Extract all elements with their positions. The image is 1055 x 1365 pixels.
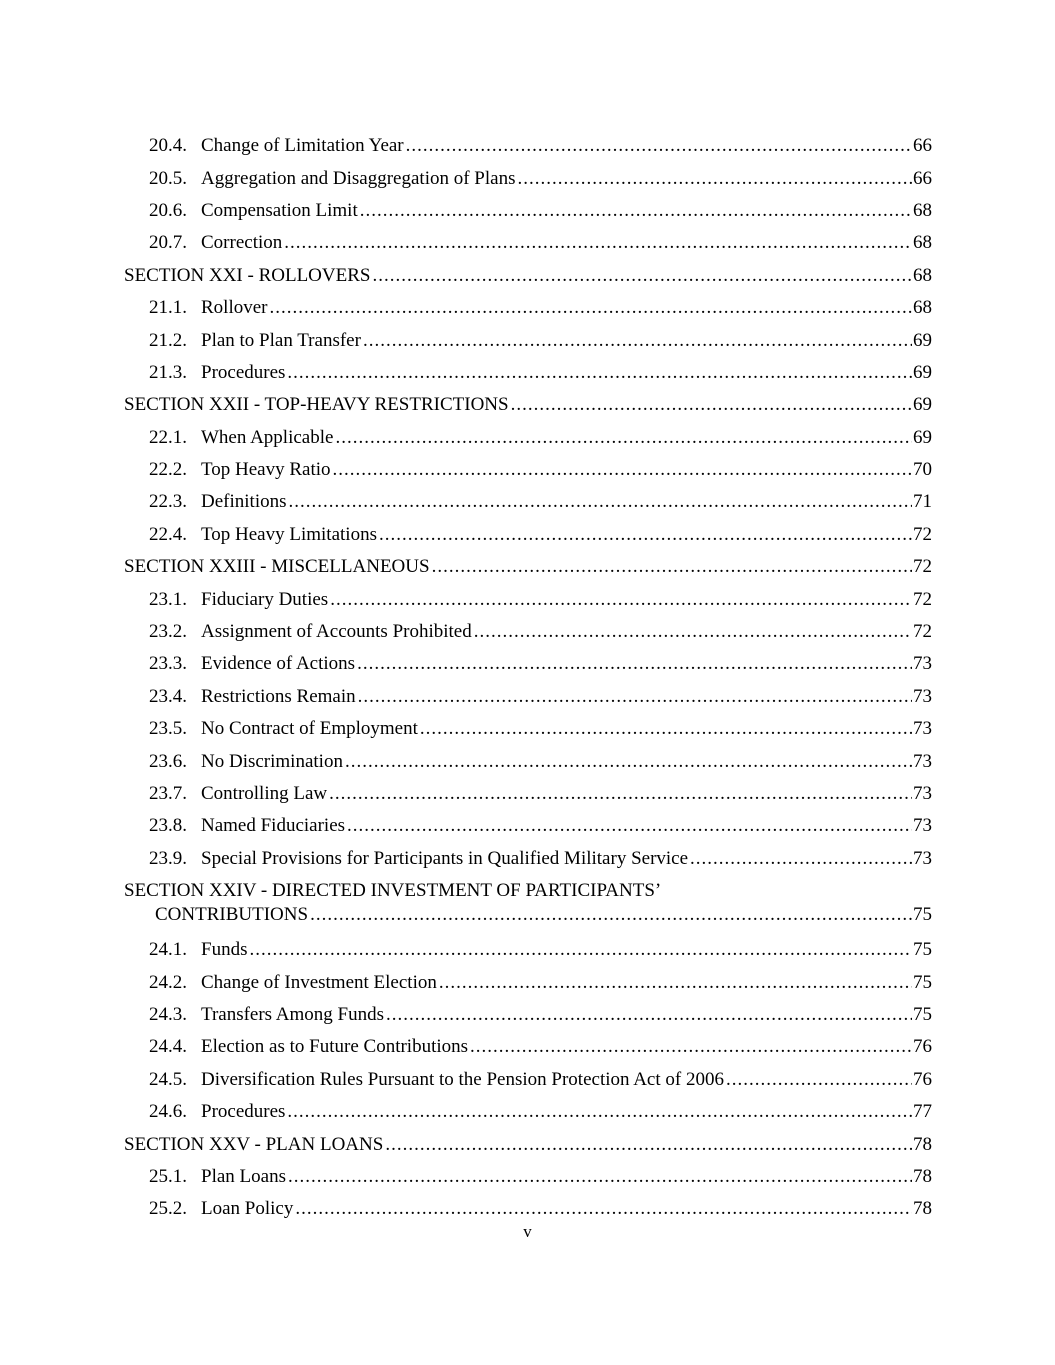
toc-subsection-number: 23.4. xyxy=(149,685,187,707)
toc-subsection-number: 23.7. xyxy=(149,783,187,804)
toc-page-number: 73 xyxy=(913,685,932,707)
toc-page-number: 73 xyxy=(913,750,932,772)
toc-subsection-number: 23.9. xyxy=(149,847,187,869)
toc-subsection-entry[interactable] xyxy=(124,292,932,324)
toc-subsection-title: Diversification Rules Pursuant to the Pension Protection Act of 2006 xyxy=(201,1068,724,1090)
toc-subsection-number: 22.3. xyxy=(149,491,187,513)
dot-leader xyxy=(310,904,912,926)
toc-subsection-number: 24.3. xyxy=(149,1003,187,1025)
toc-subsection-entry[interactable] xyxy=(124,1031,932,1063)
toc-subsection-title: Correction xyxy=(201,232,283,254)
toc-page-number: 70 xyxy=(913,459,932,481)
toc-subsection-entry[interactable] xyxy=(124,616,932,648)
toc-section-entry[interactable] xyxy=(124,260,932,292)
toc-subsection-entry[interactable] xyxy=(124,519,932,551)
dot-leader xyxy=(511,394,912,416)
toc-page-number: 73 xyxy=(913,815,932,837)
toc-subsection-title: Fiduciary Duties xyxy=(201,588,329,610)
toc-subsection-entry[interactable] xyxy=(124,843,932,875)
dot-leader xyxy=(432,556,912,578)
toc-section-entry[interactable] xyxy=(124,875,932,934)
toc-subsection-title: Assignment of Accounts Prohibited xyxy=(201,621,472,643)
toc-page-number: 72 xyxy=(913,588,932,610)
toc-subsection-number: 22.1. xyxy=(149,426,187,448)
toc-page-number: 78 xyxy=(913,1198,932,1220)
dot-leader xyxy=(289,491,913,513)
dot-leader xyxy=(287,362,912,384)
toc-subsection-title: Compensation Limit xyxy=(201,199,358,221)
toc-subsection-entry[interactable] xyxy=(124,357,932,389)
toc-subsection-entry[interactable] xyxy=(124,778,932,810)
dot-leader xyxy=(358,686,912,708)
toc-section-title: SECTION XXV - PLAN LOANS xyxy=(124,1133,384,1155)
toc-subsection-title: Transfers Among Funds xyxy=(201,1003,384,1025)
toc-section-title: SECTION XXII - TOP-HEAVY RESTRICTIONS xyxy=(124,394,509,416)
table-of-contents xyxy=(124,130,932,1226)
dot-leader xyxy=(270,297,913,319)
toc-subsection-title: Evidence of Actions xyxy=(201,653,356,675)
toc-subsection-title: Funds xyxy=(201,939,248,961)
toc-section-title-continued: CONTRIBUTIONS xyxy=(155,904,309,926)
toc-subsection-number: 23.2. xyxy=(149,621,187,643)
toc-subsection-title: Change of Investment Election xyxy=(201,971,437,993)
toc-subsection-entry[interactable] xyxy=(124,1193,932,1225)
dot-leader xyxy=(517,168,912,190)
toc-page-number: 78 xyxy=(913,1133,932,1155)
toc-subsection-number: 20.5. xyxy=(149,167,187,189)
toc-page-number: 73 xyxy=(913,653,932,675)
toc-subsection-title: Procedures xyxy=(201,1101,286,1123)
toc-subsection-entry[interactable] xyxy=(124,454,932,486)
toc-page-number: 78 xyxy=(913,1165,932,1187)
dot-leader xyxy=(287,1101,912,1123)
toc-subsection-title: Change of Limitation Year xyxy=(201,135,404,157)
toc-section-entry[interactable] xyxy=(124,1128,932,1160)
toc-subsection-number: 24.4. xyxy=(149,1036,187,1058)
dot-leader xyxy=(284,232,912,254)
toc-page-number: 68 xyxy=(913,297,932,319)
dot-leader xyxy=(690,848,912,870)
toc-subsection-title: Restrictions Remain xyxy=(201,685,356,707)
dot-leader xyxy=(470,1036,912,1058)
toc-subsection-number: 24.2. xyxy=(149,971,187,993)
toc-subsection-title: Loan Policy xyxy=(201,1198,294,1220)
toc-page-number: 73 xyxy=(913,718,932,740)
toc-page-number: 72 xyxy=(913,523,932,545)
dot-leader xyxy=(357,653,912,675)
toc-subsection-title: Procedures xyxy=(201,361,286,383)
toc-page-number: 75 xyxy=(913,939,932,961)
toc-page-number: 75 xyxy=(913,1003,932,1025)
toc-page-number: 66 xyxy=(913,135,932,157)
toc-subsection-entry[interactable] xyxy=(124,130,932,162)
toc-section-entry[interactable] xyxy=(124,551,932,583)
toc-page-number: 68 xyxy=(913,199,932,221)
toc-subsection-title: Controlling Law xyxy=(201,783,328,804)
toc-subsection-number: 22.2. xyxy=(149,459,187,481)
toc-subsection-entry[interactable] xyxy=(124,648,932,680)
dot-leader xyxy=(249,939,912,961)
dot-leader xyxy=(333,459,912,481)
toc-page-number: 69 xyxy=(913,394,932,416)
dot-leader xyxy=(363,330,912,352)
toc-page-number: 71 xyxy=(913,491,932,513)
toc-subsection-number: 20.4. xyxy=(149,135,187,157)
toc-subsection-number: 23.8. xyxy=(149,815,187,837)
toc-subsection-title: Named Fiduciaries xyxy=(201,815,346,837)
toc-page-number: 73 xyxy=(913,847,932,869)
toc-subsection-entry[interactable] xyxy=(124,1096,932,1128)
toc-page-number: 77 xyxy=(913,1101,932,1123)
toc-page-number: 68 xyxy=(913,264,932,286)
toc-subsection-entry[interactable] xyxy=(124,810,932,842)
toc-page-number: 72 xyxy=(913,556,932,578)
toc-subsection-title: No Contract of Employment xyxy=(201,718,418,740)
toc-subsection-number: 23.5. xyxy=(149,718,187,740)
dot-leader xyxy=(288,1166,912,1188)
toc-subsection-entry[interactable] xyxy=(124,195,932,227)
toc-subsection-number: 21.1. xyxy=(149,297,187,319)
dot-leader xyxy=(379,524,912,546)
dot-leader xyxy=(347,815,912,837)
toc-subsection-title: Plan to Plan Transfer xyxy=(201,329,361,351)
toc-subsection-number: 21.3. xyxy=(149,361,187,383)
dot-leader xyxy=(360,200,912,222)
toc-page-number: 76 xyxy=(913,1036,932,1058)
toc-section-title: SECTION XXIII - MISCELLANEOUS xyxy=(124,556,430,578)
page-number-footer: v xyxy=(523,1222,532,1241)
dot-leader xyxy=(385,1134,912,1156)
toc-subsection-number: 24.6. xyxy=(149,1101,187,1123)
dot-leader xyxy=(335,427,912,449)
toc-subsection-entry[interactable] xyxy=(124,1161,932,1193)
toc-subsection-title: When Applicable xyxy=(201,426,334,448)
toc-subsection-number: 22.4. xyxy=(149,523,187,545)
toc-page-number: 66 xyxy=(913,167,932,189)
toc-page-number: 69 xyxy=(913,426,932,448)
toc-page-number: 73 xyxy=(913,783,932,804)
toc-subsection-entry[interactable] xyxy=(124,324,932,356)
toc-page-number: 72 xyxy=(913,621,932,643)
toc-subsection-title: Aggregation and Disaggregation of Plans xyxy=(201,167,516,189)
toc-subsection-entry[interactable] xyxy=(124,583,932,615)
toc-subsection-entry[interactable] xyxy=(124,681,932,713)
toc-subsection-title: Top Heavy Limitations xyxy=(201,523,377,545)
toc-section-entry[interactable] xyxy=(124,389,932,421)
toc-subsection-title: Rollover xyxy=(201,297,268,319)
toc-subsection-number: 25.1. xyxy=(149,1165,187,1187)
toc-page-number: 75 xyxy=(913,904,932,926)
toc-subsection-entry[interactable] xyxy=(124,713,932,745)
toc-subsection-number: 24.5. xyxy=(149,1068,187,1090)
toc-subsection-number: 21.2. xyxy=(149,329,187,351)
dot-leader xyxy=(345,751,912,773)
toc-subsection-entry[interactable] xyxy=(124,745,932,777)
dot-leader xyxy=(386,1004,912,1026)
toc-subsection-title: Special Provisions for Participants in Qualified Military Service xyxy=(201,847,689,869)
toc-subsection-title: Election as to Future Contributions xyxy=(201,1036,469,1058)
dot-leader xyxy=(295,1198,912,1220)
toc-subsection-number: 25.2. xyxy=(149,1198,187,1220)
toc-section-title: SECTION XXIV - DIRECTED INVESTMENT OF PARTICIPANTS’ xyxy=(124,879,662,901)
toc-subsection-entry[interactable] xyxy=(124,999,932,1031)
toc-subsection-entry[interactable] xyxy=(124,1064,932,1096)
toc-subsection-number: 23.1. xyxy=(149,588,187,610)
toc-subsection-entry[interactable] xyxy=(124,227,932,259)
toc-subsection-entry[interactable] xyxy=(124,486,932,518)
dot-leader xyxy=(372,265,912,287)
toc-subsection-title: No Discrimination xyxy=(201,750,343,772)
toc-subsection-number: 23.3. xyxy=(149,653,187,675)
toc-subsection-number: 20.7. xyxy=(149,232,187,254)
toc-subsection-number: 20.6. xyxy=(149,199,187,221)
dot-leader xyxy=(406,135,912,157)
toc-subsection-number: 23.6. xyxy=(149,750,187,772)
dot-leader xyxy=(474,621,912,643)
toc-page-number: 69 xyxy=(913,361,932,383)
dot-leader xyxy=(329,783,912,805)
toc-subsection-entry[interactable] xyxy=(124,934,932,966)
toc-section-title: SECTION XXI - ROLLOVERS xyxy=(124,264,371,286)
dot-leader xyxy=(439,972,912,994)
dot-leader xyxy=(726,1069,912,1091)
toc-subsection-title: Definitions xyxy=(201,491,287,513)
toc-subsection-title: Plan Loans xyxy=(201,1165,286,1187)
toc-page-number: 76 xyxy=(913,1068,932,1090)
toc-subsection-entry[interactable] xyxy=(124,162,932,194)
toc-subsection-number: 24.1. xyxy=(149,939,187,961)
toc-page-number: 75 xyxy=(913,971,932,993)
toc-subsection-entry[interactable] xyxy=(124,966,932,998)
toc-page-number: 69 xyxy=(913,329,932,351)
toc-subsection-entry[interactable] xyxy=(124,422,932,454)
toc-page-number: 68 xyxy=(913,232,932,254)
dot-leader xyxy=(420,718,912,740)
dot-leader xyxy=(330,589,912,611)
toc-subsection-title: Top Heavy Ratio xyxy=(201,459,331,481)
